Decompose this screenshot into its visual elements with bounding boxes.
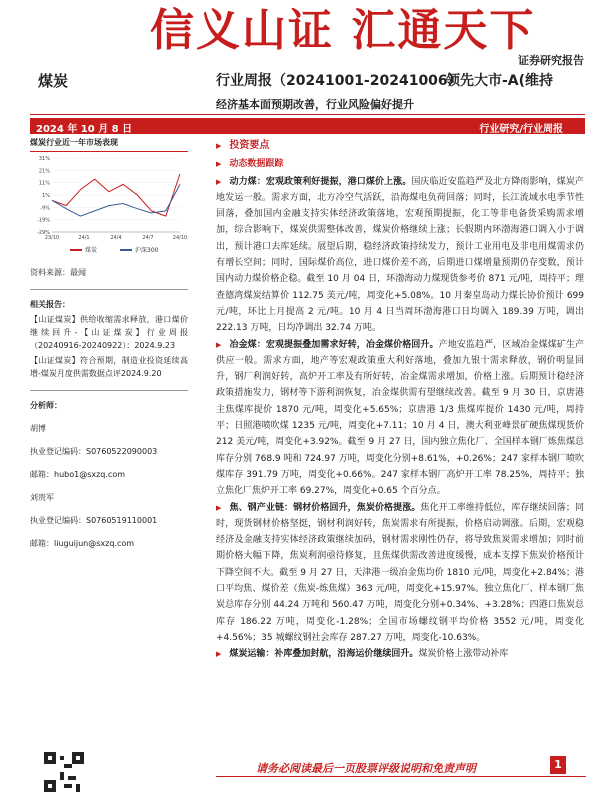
report-subtitle: 经济基本面预期改善，行业风险偏好提升 [216, 98, 414, 111]
y-tick-label: -9% [40, 205, 50, 212]
section-arrow-icon: ▶ [216, 160, 222, 169]
analyst-email[interactable]: 邮箱：hubo1@sxzq.com [30, 470, 126, 479]
chart-source: 资料来源：最闻 [30, 268, 86, 277]
analyst-email[interactable]: 邮箱：liuguijun@sxzq.com [30, 539, 135, 548]
bullet-arrow-icon: ▶ [216, 340, 222, 349]
y-tick-label: -29% [37, 230, 50, 236]
industry-name: 煤炭 [38, 72, 69, 90]
paragraph-met-coal: ▶ 冶金煤：宏观提振叠加需求好转，冶金煤价格回升。产地安监趋严，区域冶金煤煤矿生产供应一般。需求方面，地产等宏观政策重大利好落地，叠加九银十需求释放，钢价明显回升，钢厂利润好转，高炉开工率及有所好转，冶金煤需求增加，价格上涨。后期预计稳经济政策措施发力，钢材等下游利润恢复，冶金煤供需有望继续改善。截至 9 月 30 日，京唐港主焦煤库提价 1870 元/吨，周变化+5.65%；京唐港 1/3 焦煤库提价 1430 元/吨，周持平；日照港喷吹煤 1235 元/吨，周变化+7.11；10 月 4 日，澳大利亚峰景矿硬焦煤现货价 212 美元/吨，周变化+3.92%。截至 9 月 27 日，国内独立焦化厂、全国样本钢厂炼焦煤总库存分别 768.9 吨和 724.97 万吨，周变化分别+8.61%，+0.26%；247 家样本钢厂喷吹煤库存 391.79 万吨，周变化+0.66%。247 家样本钢厂高炉开工率 78.25%，周持平；独立焦化厂焦炉开工率 69.27%，周变化+0.65 个百分点。 [216, 339, 585, 497]
x-tick-label: 24/7 [142, 235, 154, 241]
y-tick-label: 1% [42, 193, 50, 199]
x-tick-label: 24/10 [172, 235, 188, 241]
related-report[interactable]: 【山证煤炭】供给收缩需求释放，港口煤价继续回升-【山证煤炭】行业周报（20240916-20240922）：2024.9.23 [30, 315, 188, 350]
brand-slogan: 信义山证 汇通天下 [150, 5, 536, 56]
main-content [216, 136, 584, 663]
subsection-heading: ▶ 动态数据跟踪 [216, 159, 284, 170]
header-divider [30, 114, 585, 115]
y-tick-label: 31% [38, 156, 50, 162]
research-label: 证券研究报告 [518, 54, 584, 67]
sidebar-divider [30, 390, 188, 391]
bullet-arrow-icon: ▶ [216, 650, 222, 659]
y-tick-label: 21% [38, 168, 50, 175]
section-heading: ▶ 投资要点 [216, 140, 270, 151]
chart-title: 煤炭行业近一年市场表现 [30, 136, 188, 152]
paragraph-coke-steel: ▶ 焦、钢产业链：钢材价格回升，焦炭价格提涨。焦化开工率维持低位，库存继续回落；同时，现货钢材价格坚挺，钢材利润好转，焦炭需求有所提振，价格启动调涨。后期，宏观稳经济及金融支持实体经济政策继续加码，钢材需求刚性仍存，将导致焦炭需求增加；同时前期价格大幅下降，焦炭利润亟待修复，且焦煤供需改善进度缓慢，成本支撑下焦炭价格预计下降空间不大。截至 9 月 27 日，天津港一级冶金焦均价 1810 元/吨，周变化+2.84%；港口平均焦、煤价差（焦炭-炼焦煤）363 元/吨，周变化+15.97%。独立焦化厂、样本钢厂焦炭总库存分别 44.24 万吨和 560.47 万吨，周变化分别+0.34%、+3.28%；四港口焦炭总库存 186.22 万吨，周变化-1.28%；全国市场螺纹钢平均价格 3552 元/吨，周变化+4.56%；35 城螺纹钢社会库存 287.27 万吨，周变化-10.63%。 [216, 502, 584, 643]
x-tick-label: 23/10 [44, 235, 60, 241]
disclaimer-note[interactable]: 请务必阅读最后一页股票评级说明和免责声明 [256, 762, 476, 775]
analyst-name: 刘贵军 [30, 493, 54, 502]
analyst-cert: 执业登记编码：S0760522090003 [30, 447, 158, 456]
page-number: 1 [550, 756, 566, 774]
x-tick-label: 24/1 [78, 235, 90, 241]
analyst-cert: 执业登记编码：S0760519110001 [30, 516, 158, 525]
report-type: 行业研究/行业周报 [479, 124, 563, 135]
sidebar [30, 136, 188, 552]
legend-label: 煤炭 [85, 247, 98, 254]
legend-label: 沪深300 [135, 247, 159, 254]
performance-chart [30, 154, 188, 258]
footer-divider [216, 776, 586, 777]
y-tick-label: -19% [37, 217, 50, 224]
date-bar [30, 118, 585, 134]
y-tick-label: 11% [38, 180, 50, 187]
x-tick-label: 24/4 [110, 235, 122, 241]
related-report[interactable]: 【山证煤炭】符合预期，制造业投资延续高增-煤炭月度供需数据点评2024.9.20 [30, 356, 188, 378]
qr-code-icon [44, 752, 84, 792]
paragraph-transport: ▶ 煤炭运输：补库叠加封航，沿海运价继续回升。煤炭价格上涨带动补库 [216, 649, 509, 660]
sidebar-divider [30, 289, 188, 290]
paragraph-thermal-coal: ▶ 动力煤：宏观政策利好提振，港口煤价上涨。国庆临近安监趋严及北方降雨影响，煤炭产地发运一般。需求方面，北方冷空气活跃，沿海煤电负荷回落；同时，长江流域水电季节性回落，叠加国内金融支持实体经济政策落地，宏观预期提振，化工等非电备货采购需求增加，综合影响下，煤炭供需整体改善，煤炭价格继续上涨；长假期内环渤海港口调入小于调出，预计港口去库延续。展望后期，稳经济政策持续发力，预计工业用电及非电用煤需求仍有增长空间；同时，国际煤价高位，进口煤价差不高，后期进口煤增量预期仍存变数，预计国内动力煤价格企稳。截至 10 月 04 日，环渤海动力煤现货参考价 871 元/吨，周持平；理查德湾煤炭结算价 112.75 美元/吨，周变化+5.08%。10 月秦皇岛动力煤长协价预计 699 元/吨，环比上月提高 2 元/吨。10 月 4 日当周环渤海港口日均调入 189.39 万吨，调出 222.13 万吨，日均净调出 32.74 万吨。 [216, 176, 584, 334]
bullet-arrow-icon: ▶ [216, 177, 222, 186]
analyst-name: 胡博 [30, 424, 46, 433]
bullet-arrow-icon: ▶ [216, 503, 222, 512]
related-heading: 相关报告： [30, 300, 70, 309]
footer [216, 756, 586, 776]
analyst-heading: 分析师： [30, 401, 62, 410]
rating: 领先大市-A(维持 [446, 73, 554, 89]
report-title: 行业周报（20241001-20241006） [216, 73, 462, 89]
report-date: 2024 年 10 月 8 日 [36, 124, 133, 135]
section-arrow-icon: ▶ [216, 142, 222, 150]
